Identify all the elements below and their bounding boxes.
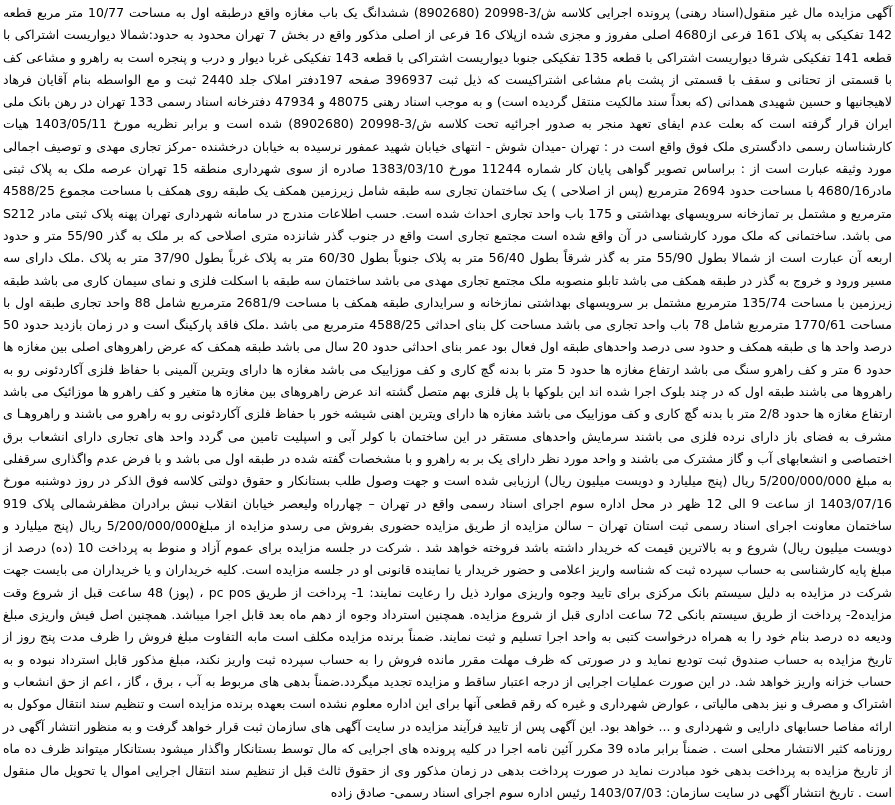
auction-notice-text: آگهی مزایده مال غیر منقول(اسناد رهنی) پرونده اجرایی کلاسه ش/3-20998 (8902680) ششدانگ یک باب مغازه واقع درطبقه اول به مساحت 10/77 متر مربع قطعه 142 تفکیکی به پلاک 161 فرعی از4680 اصلی مفروز و مجزی شده ازپلاک 16 فرعی از اصلی مذکور واقع در بخش 7 تهران محدود به حدود:شمالا دیواریست اشتراکی با قطعه 141 تفکیکی شرقا دیواریست اشتراکی با قطعه 135 تفکیکی جنوبا دیواریست اشتراکی با قطعه 143 تفکیکی غربا دیوار و درب و پنجره است به راهرو و مشاعی کف با قسمتی از تحتانی و سقف با قسمتی از پشت بام مشاعی اشتراکیست که ذیل ثبت 396937 صفحه 197دفتر املاک جلد 2440 ثبت و مع الواسطه بنام آقایان فرهاد لاهیجانیها و حسین شهیدی همدانی (که بعداً سند مالکیت منتقل گردیده است) و به موجب اسناد رهنی 48075 و 47934 دفترخانه اسناد رسمی 133 تهران در رهن بانک ملی ایران قرار گرفته است که بعلت عدم ایفای تعهد منجر به صدور اجرائیه تحت کلاسه ش/3-20998 (8902680) شده است و برابر نظریه مورخ 1403/05/11 هیات کارشناسان رسمی دادگستری ملک فوق واقع است در : تهران -میدان شوش - انتهای خیابان شهید عمفور نرسیده به خیابان درخشنده -مرکز تجاری مهدی و توصیف اجمالی مورد وثیقه عبارت است از : براساس تصویر گواهی پایان کار شماره 11244 مورخ 1383/03/10 صادره از سوی شهرداری منطقه 15 تهران عرصه ملک به پلاک ثبتی مادر4680/16 با مساحت حدود 2694 مترمربع (پس از اصلاحی ) یک ساختمان تجاری سه طبقه شامل زیرزمین همکف یک طبقه روی همکف با مساحت مجموع 4588/25 مترمربع و مشتمل بر تمازخانه سرویسهای بهداشتی و 175 باب واحد تجاری احداث شده است. حسب اطلاعات مندرج در سامانه شهرداری تهران پهنه پلاک ثبتی مادر S212 می باشد. ساختمانی که ملک مورد کارشناسی در آن واقع شده است مجتمع تجاری است واقع در جنوب گذر شانزده متری اصلاحی که بر ملک به گذر 55/90 متر و حدود اربعه آن عبارت است از شمالا بطول 55/90 متر به گذر شرقاً بطول 56/40 متر به پلاک جنوباً بطول 60/30 متر به پلاک غرباً بطول 37/90 متر به پلاک .ملک دارای سه مسیر ورود و خروج به گذر در طبقه همکف می باشد تابلو منصوبه ملک مجتمع تجاری مهدی می باشد ساختمان سه طبقه با اسکلت فلزی و نمای سیمان کاری می باشد طبقه زیرزمین با مساحت 135/74 مترمربع مشتمل بر سرویسهای بهداشتی نمازخانه و سرایداری طبقه همکف با مساحت 2681/9 مترمربع شامل 88 واحد تجاری طبقه اول با مساحت 1770/61 مترمربع شامل 78 باب واحد تجاری می باشد مساحت کل بنای احداثی 4588/25 مترمربع می باشد .ملک فاقد پارکینگ است و در زمان بازدید حدود 50 درصد واحد ها ی طبقه همکف و حدود سی درصد واحدهای طبقه اول فعال بود عمر بنای احداثی حدود 20 سال می باشد طبقه همکف که عرض راهروهای اصلی بین مغازه ها حدود 6 متر و کف راهرو سنگ می باشد ارتفاع مغازه ها حدود 5 متر با بدنه گچ کاری و کف موزاییک می باشد مغازه ها دارای ویترین آلمینی با حفاظ فلزی آکاردئونی رو به راهروها می باشند طبقه اول که در چند بلوک اجرا شده اند این بلوکها با پل فلزی بهم متصل گشته اند عرض راهروهای بین مغازه ها متغیر و کف راهرو ها موزائیک می باشد ارتفاع مغازه ها حدود 2/8 متر با بدنه گچ کاری و کف موزاییک می باشد مغازه ها دارای ویترین اهنی شیشه خور با حفاظ فلزی آکاردئونی رو به راهرو می باشند و راهروهـا ی مشرف به فضای باز دارای نرده فلزی می باشند سرمایش واحدهای مستقر در این ساختمان با کولر آبی و اسپلیت تامین می گردد واحد های تجاری دارای انشعاب برق اختصاصی و انشعابهای آب و گاز مشترک می باشند و واحد مورد نظر دارای یک بر به راهرو و با مشخصات گفته شده در طبقه اول می باشد و با فرض عدم واگذاری سرقفلی به مبلغ 5/200/000/000 ریال (پنج میلیارد و دویست میلیون ریال) ارزیابی شده است و جهت وصول طلب بستانکار و حقوق دولتی کلاسه فوق الذکر در روز دوشنبه مورخ 1403/07/16 از ساعت 9 الی 12 ظهر در محل اداره سوم اجرای اسناد رسمی واقع در تهران – چهارراه ولیعصر خیابان انقلاب نبش برادران مظفرشمالی پلاک 919 ساختمان معاونت اجرای اسناد رسمی ثبت استان تهران – سالن مزایده از طریق مزایده حضوری بفروش می رسدو مزایده از مبلغ5/200/000/000 ریال (پنج میلیارد و دویست میلیون ریال) شروع و به بالاترین قیمت که خریدار داشته باشد فروخته خواهد شد . شرکت در جلسه مزایده برای عموم آزاد و منوط به پرداخت 10 (ده) درصد از مبلغ پایه کارشناسی به حساب سپرده ثبت که شناسه واریز اعلامی و حضور خریدار یا نماینده قانونی او در جلسه مزایده است. کلیه خریداران و یا خریداران می بایست جهت شرکت در مزایده به دلیل سیستم بانک مرکزی برای تایید وجوه واریزی موارد ذیل را رعایت نمایند: 1- پرداخت از طریق pc pos ، (پوز) 48 ساعت قبل از شروع وقت مزایده2- پرداخت از طریق سیستم بانکی 72 ساعت اداری قبل از شروع مزایده. همچنین استرداد وجوه از دهم ماه بعد قابل اجرا میباشد. همچنین اصل فیش واریزی مبلغ ودیعه ده درصد بنام خود را به همراه درخواست کتبی به واحد اجرا تسلیم و ثبت نمایند. ضمناً برنده مزایده مکلف است مابه التفاوت مبلغ فروش را ظرف مدت پنج روز از تاریخ مزایده به حساب صندوق ثبت تودیع نماید و در صورتی که ظرف مهلت مقرر مانده فروش را به حساب سپرده ثبت واریز نکند، مبلغ مذکور قابل استرداد نبوده و به حساب خزانه واریز خواهد شد. در این صورت عملیات اجرایی از درجه اعتبار ساقط و مزایده تجدید میگردد.ضمناً بدهی های مربوط به آب ، برق ، گاز ، اعم از حق انشعاب و اشتراک و مصرف و نیز بدهی مالیاتی ، عوارض شهرداری و غیره که رقم قطعی آنها برای این اداره معلوم نشده است بعهده برنده مزایده است و تنظیم سند انتقال موکول به ارائه مفاصا حسابهای دارایی و شهرداری و ... خواهد بود. این آگهی پس از تایید فرآیند مزایده در سایت آگهی های سازمان ثبت قرار خواهد گرفت و به منظور انتشار آگهی در روزنامه کثیر الانتشار محلی است . ضمناً برابر ماده 39 مکرر آئین نامه اجرا در کلیه پرونده های اجرایی که مال توسط بستانکار واگذار میشود بستانکار میتواند ظرف ده ماه از تاریخ مزایده به پرداخت بدهی خود مبادرت نماید در صورت پرداخت بدهی در زمان مذکور وی از حقوق ثالث قبل از تنظیم سند انتقال اجرایی اموال یا تحویل مال منقول است . تاریخ انتشار آگهی در سایت سازمان: 1403/07/03 رئیس اداره سوم اجرای اسناد رسمی- صادق زاده (3, 5, 893, 801)
